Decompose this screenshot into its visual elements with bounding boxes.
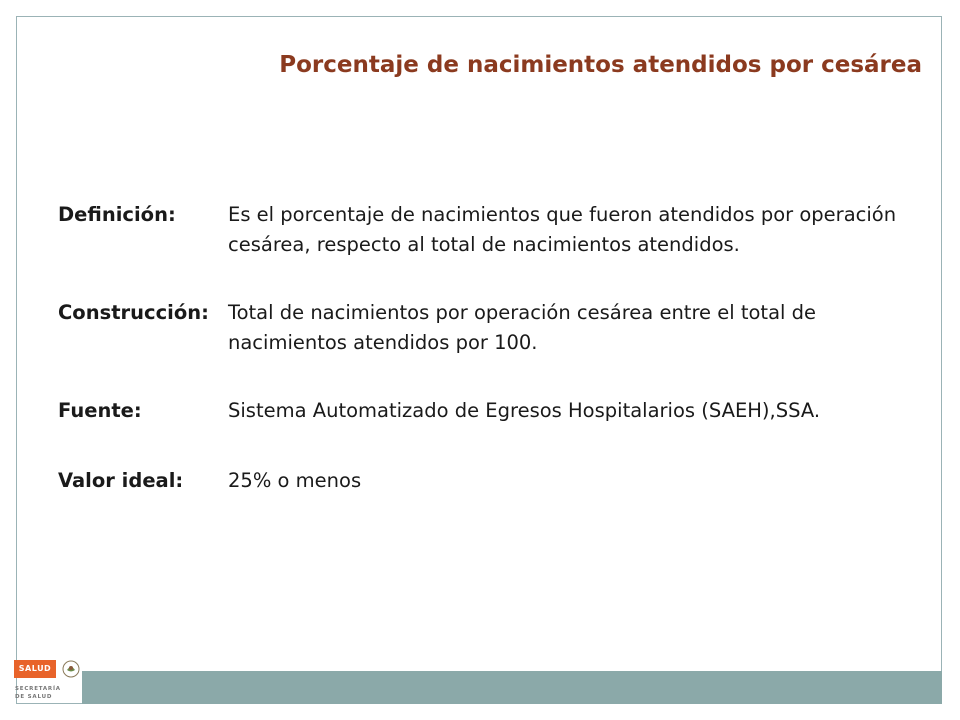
construction-value: Total de nacimientos por operación cesárea entre el total de nacimientos atendidos por 100. <box>228 301 817 354</box>
slide-title: Porcentaje de nacimientos atendidos por cesárea <box>279 52 922 78</box>
salud-badge: SALUD <box>14 660 56 678</box>
national-seal-icon <box>62 660 80 678</box>
secretaria-text <box>15 685 61 701</box>
definition-value: Es el porcentaje de nacimientos que fueron atendidos por operación cesárea, respecto al total de nacimientos atendidos. <box>228 203 897 256</box>
definition-label: Definición: <box>58 203 176 226</box>
footer-band <box>82 671 942 704</box>
ideal-value-value: 25% o menos <box>228 469 362 492</box>
salud-logo <box>12 658 82 704</box>
logo-line-1: SECRETARÍA <box>15 686 61 692</box>
source-label: Fuente: <box>58 399 142 422</box>
source-value: Sistema Automatizado de Egresos Hospitalarios (SAEH),SSA. <box>228 399 821 422</box>
logo-line-2: DE SALUD <box>15 694 53 700</box>
ideal-value-label: Valor ideal: <box>58 469 184 492</box>
slide-frame <box>16 16 942 704</box>
construction-label: Construcción: <box>58 301 209 324</box>
